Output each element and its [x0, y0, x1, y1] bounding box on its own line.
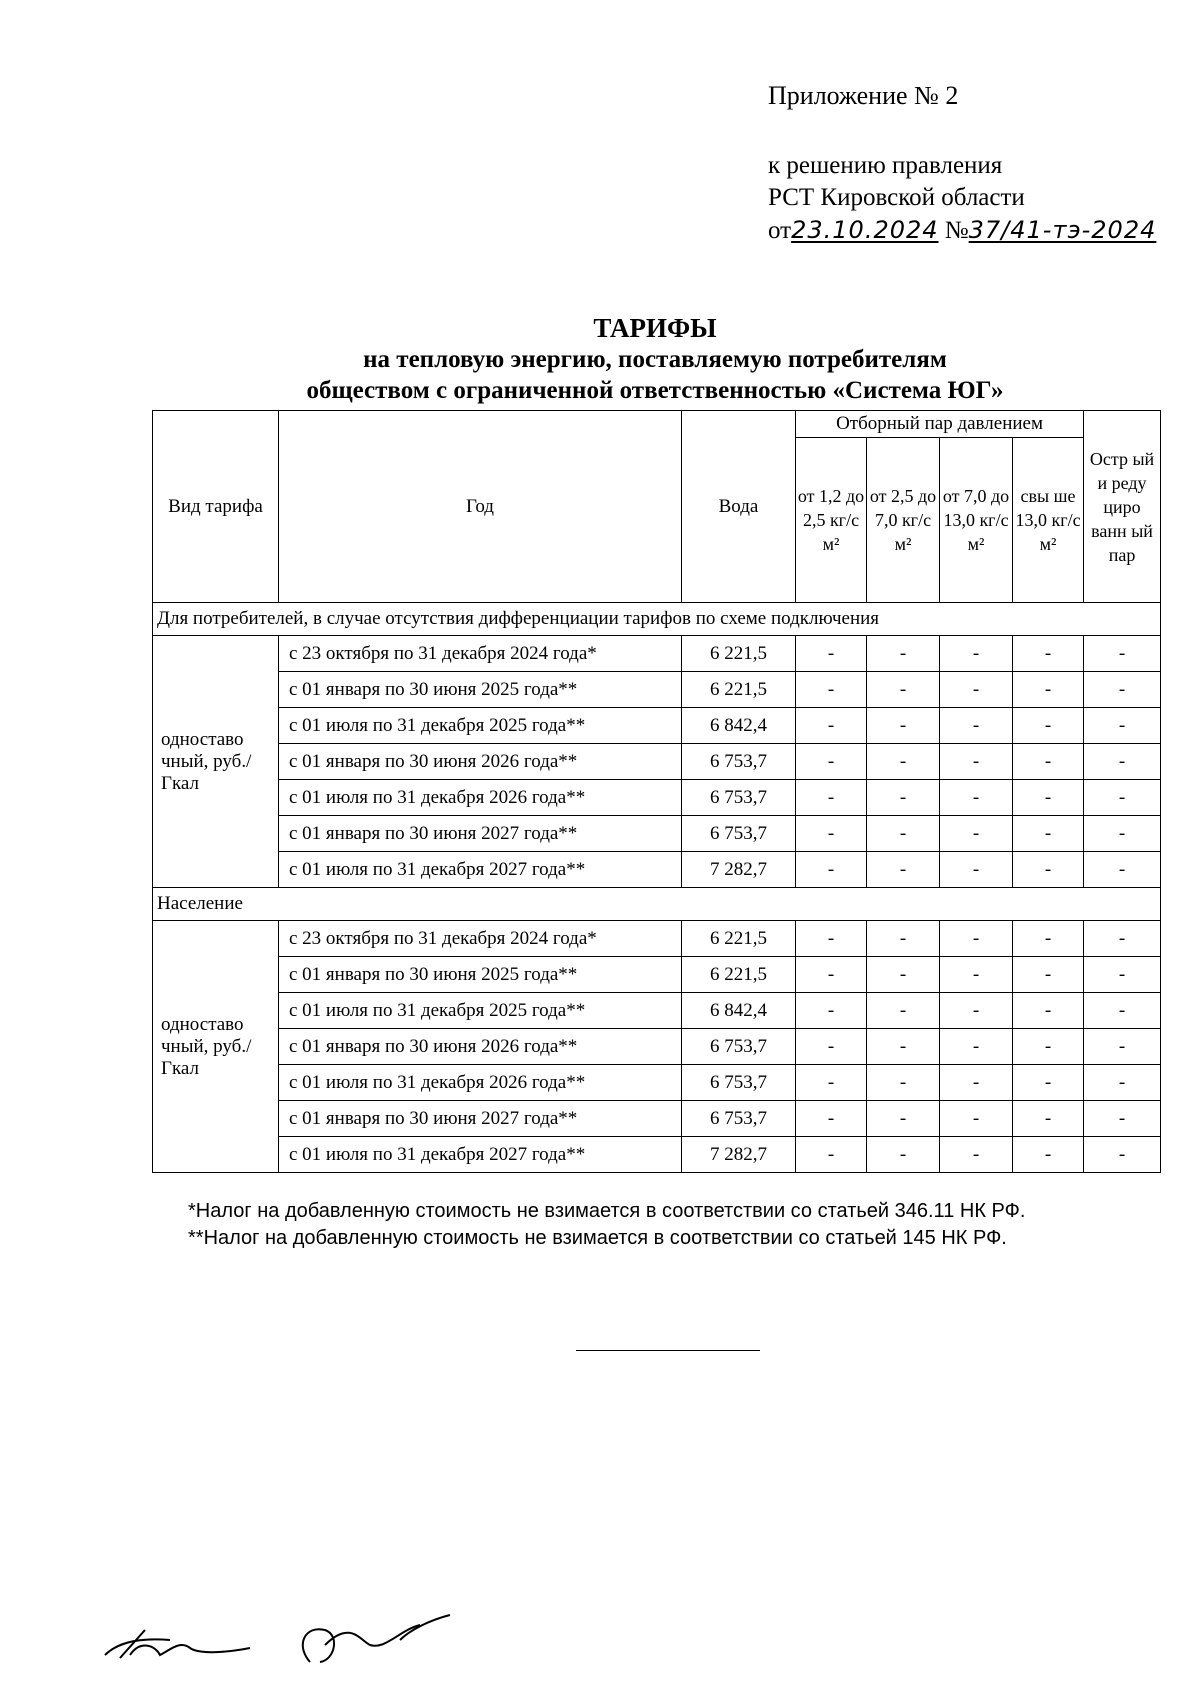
steam-4-value: - [1013, 1101, 1084, 1137]
period-cell: с 01 января по 30 июня 2026 года** [279, 744, 682, 780]
decision-reference [768, 150, 1156, 247]
steam-2-value: - [867, 672, 940, 708]
steam-4-value: - [1013, 744, 1084, 780]
water-value: 6 842,4 [682, 993, 796, 1029]
water-value: 6 221,5 [682, 921, 796, 957]
table-row [153, 636, 1161, 672]
steam-1-value: - [796, 816, 867, 852]
steam-4-value: - [1013, 816, 1084, 852]
period-cell: с 01 января по 30 июня 2027 года** [279, 816, 682, 852]
steam-2-value: - [867, 708, 940, 744]
header-year: Год [279, 411, 682, 603]
water-value: 6 221,5 [682, 636, 796, 672]
reduced-steam-value: - [1084, 1029, 1161, 1065]
steam-2-value: - [867, 636, 940, 672]
period-cell: с 01 июля по 31 декабря 2025 года** [279, 708, 682, 744]
reduced-steam-value: - [1084, 672, 1161, 708]
header-steam-2: от 2,5 до 7,0 кг/с м² [867, 438, 940, 603]
water-value: 6 753,7 [682, 780, 796, 816]
steam-2-value: - [867, 957, 940, 993]
steam-3-value: - [940, 1137, 1013, 1173]
period-cell: с 23 октября по 31 декабря 2024 года* [279, 636, 682, 672]
section-row [153, 888, 1161, 921]
appendix-label: Приложение № 2 [768, 81, 959, 110]
table-row [153, 816, 1161, 852]
table-row [153, 1029, 1161, 1065]
steam-3-value: - [940, 1065, 1013, 1101]
water-value: 6 753,7 [682, 1029, 796, 1065]
document-title [150, 312, 1160, 406]
steam-3-value: - [940, 921, 1013, 957]
period-cell: с 01 января по 30 июня 2026 года** [279, 1029, 682, 1065]
steam-2-value: - [867, 993, 940, 1029]
steam-3-value: - [940, 957, 1013, 993]
title-line-3: обществом с ограниченной ответственностью «Система ЮГ» [306, 377, 1004, 404]
water-value: 7 282,7 [682, 1137, 796, 1173]
steam-4-value: - [1013, 852, 1084, 888]
steam-1-value: - [796, 744, 867, 780]
table-row [153, 708, 1161, 744]
period-cell: с 01 июля по 31 декабря 2027 года** [279, 852, 682, 888]
decision-date-number [768, 214, 1156, 247]
steam-4-value: - [1013, 1029, 1084, 1065]
footnotes [188, 1198, 1025, 1252]
reduced-steam-value: - [1084, 852, 1161, 888]
from-prefix: от [768, 217, 792, 244]
reduced-steam-value: - [1084, 993, 1161, 1029]
steam-1-value: - [796, 921, 867, 957]
steam-4-value: - [1013, 636, 1084, 672]
steam-1-value: - [796, 993, 867, 1029]
table-row [153, 957, 1161, 993]
section-row [153, 603, 1161, 636]
steam-4-value: - [1013, 672, 1084, 708]
steam-4-value: - [1013, 1065, 1084, 1101]
steam-1-value: - [796, 1065, 867, 1101]
steam-2-value: - [867, 921, 940, 957]
tariffs-table [152, 410, 1161, 1173]
signature-image [100, 1600, 480, 1675]
steam-1-value: - [796, 1101, 867, 1137]
reduced-steam-value: - [1084, 708, 1161, 744]
period-cell: с 01 января по 30 июня 2025 года** [279, 957, 682, 993]
header-kind: Вид тарифа [153, 411, 279, 603]
steam-2-value: - [867, 744, 940, 780]
period-cell: с 23 октября по 31 декабря 2024 года* [279, 921, 682, 957]
water-value: 6 221,5 [682, 672, 796, 708]
steam-3-value: - [940, 672, 1013, 708]
steam-2-value: - [867, 816, 940, 852]
steam-1-value: - [796, 957, 867, 993]
steam-1-value: - [796, 708, 867, 744]
water-value: 6 753,7 [682, 1065, 796, 1101]
steam-2-value: - [867, 1029, 940, 1065]
reduced-steam-value: - [1084, 1101, 1161, 1137]
steam-1-value: - [796, 636, 867, 672]
reduced-steam-value: - [1084, 636, 1161, 672]
steam-1-value: - [796, 852, 867, 888]
steam-1-value: - [796, 1137, 867, 1173]
reduced-steam-value: - [1084, 780, 1161, 816]
water-value: 6 753,7 [682, 816, 796, 852]
period-cell: с 01 января по 30 июня 2025 года** [279, 672, 682, 708]
table-row [153, 1137, 1161, 1173]
section-title: Население [153, 888, 1161, 921]
reduced-steam-value: - [1084, 744, 1161, 780]
table-row [153, 921, 1161, 957]
header-steam-group: Отборный пар давлением [796, 411, 1084, 438]
steam-3-value: - [940, 993, 1013, 1029]
table-row [153, 744, 1161, 780]
steam-1-value: - [796, 1029, 867, 1065]
steam-3-value: - [940, 708, 1013, 744]
steam-2-value: - [867, 1101, 940, 1137]
end-divider [576, 1350, 760, 1351]
water-value: 6 221,5 [682, 957, 796, 993]
section-title: Для потребителей, в случае отсутствия дифференциации тарифов по схеме подключения [153, 603, 1161, 636]
period-cell: с 01 января по 30 июня 2027 года** [279, 1101, 682, 1137]
reduced-steam-value: - [1084, 957, 1161, 993]
steam-2-value: - [867, 780, 940, 816]
period-cell: с 01 июля по 31 декабря 2026 года** [279, 1065, 682, 1101]
footnote-1: *Налог на добавленную стоимость не взимается в соответствии со статьей 346.11 НК РФ. [188, 1200, 1026, 1222]
tariff-kind: одноставо чный, руб./Гкал [153, 636, 279, 888]
period-cell: с 01 июля по 31 декабря 2027 года** [279, 1137, 682, 1173]
water-value: 6 753,7 [682, 1101, 796, 1137]
steam-3-value: - [940, 1101, 1013, 1137]
table-row [153, 993, 1161, 1029]
handwritten-date: 23.10.2024 [791, 216, 939, 244]
steam-2-value: - [867, 1065, 940, 1101]
table-row [153, 672, 1161, 708]
period-cell: с 01 июля по 31 декабря 2025 года** [279, 993, 682, 1029]
steam-3-value: - [940, 636, 1013, 672]
reduced-steam-value: - [1084, 1137, 1161, 1173]
tariff-kind: одноставо чный, руб./Гкал [153, 921, 279, 1173]
header-steam-1: от 1,2 до 2,5 кг/с м² [796, 438, 867, 603]
water-value: 7 282,7 [682, 852, 796, 888]
table-row [153, 852, 1161, 888]
water-value: 6 842,4 [682, 708, 796, 744]
water-value: 6 753,7 [682, 744, 796, 780]
steam-1-value: - [796, 780, 867, 816]
steam-3-value: - [940, 1029, 1013, 1065]
header-steam-3: от 7,0 до 13,0 кг/с м² [940, 438, 1013, 603]
decision-line-1: к решению правления [768, 152, 1003, 179]
header-steam-4: свы ше 13,0 кг/с м² [1013, 438, 1084, 603]
header-water: Вода [682, 411, 796, 603]
steam-4-value: - [1013, 993, 1084, 1029]
number-prefix: № [944, 217, 969, 244]
table-row [153, 780, 1161, 816]
decision-line-2: РСТ Кировской области [768, 184, 1025, 211]
steam-3-value: - [940, 852, 1013, 888]
steam-3-value: - [940, 744, 1013, 780]
steam-4-value: - [1013, 957, 1084, 993]
reduced-steam-value: - [1084, 816, 1161, 852]
steam-4-value: - [1013, 921, 1084, 957]
table-row [153, 1101, 1161, 1137]
steam-4-value: - [1013, 780, 1084, 816]
steam-3-value: - [940, 816, 1013, 852]
steam-1-value: - [796, 672, 867, 708]
period-cell: с 01 июля по 31 декабря 2026 года** [279, 780, 682, 816]
title-line-2: на тепловую энергию, поставляемую потребителям [363, 346, 947, 373]
footnote-2: **Налог на добавленную стоимость не взимается в соответствии со статьей 145 НК РФ. [188, 1227, 1007, 1249]
reduced-steam-value: - [1084, 1065, 1161, 1101]
handwritten-number: 37/41-тэ-2024 [968, 216, 1157, 244]
steam-3-value: - [940, 780, 1013, 816]
steam-4-value: - [1013, 1137, 1084, 1173]
steam-2-value: - [867, 852, 940, 888]
header-reduced-steam: Остр ый и реду циро ванн ый пар [1084, 411, 1161, 603]
table-row [153, 1065, 1161, 1101]
title-main: ТАРИФЫ [593, 313, 717, 343]
steam-2-value: - [867, 1137, 940, 1173]
reduced-steam-value: - [1084, 921, 1161, 957]
steam-4-value: - [1013, 708, 1084, 744]
